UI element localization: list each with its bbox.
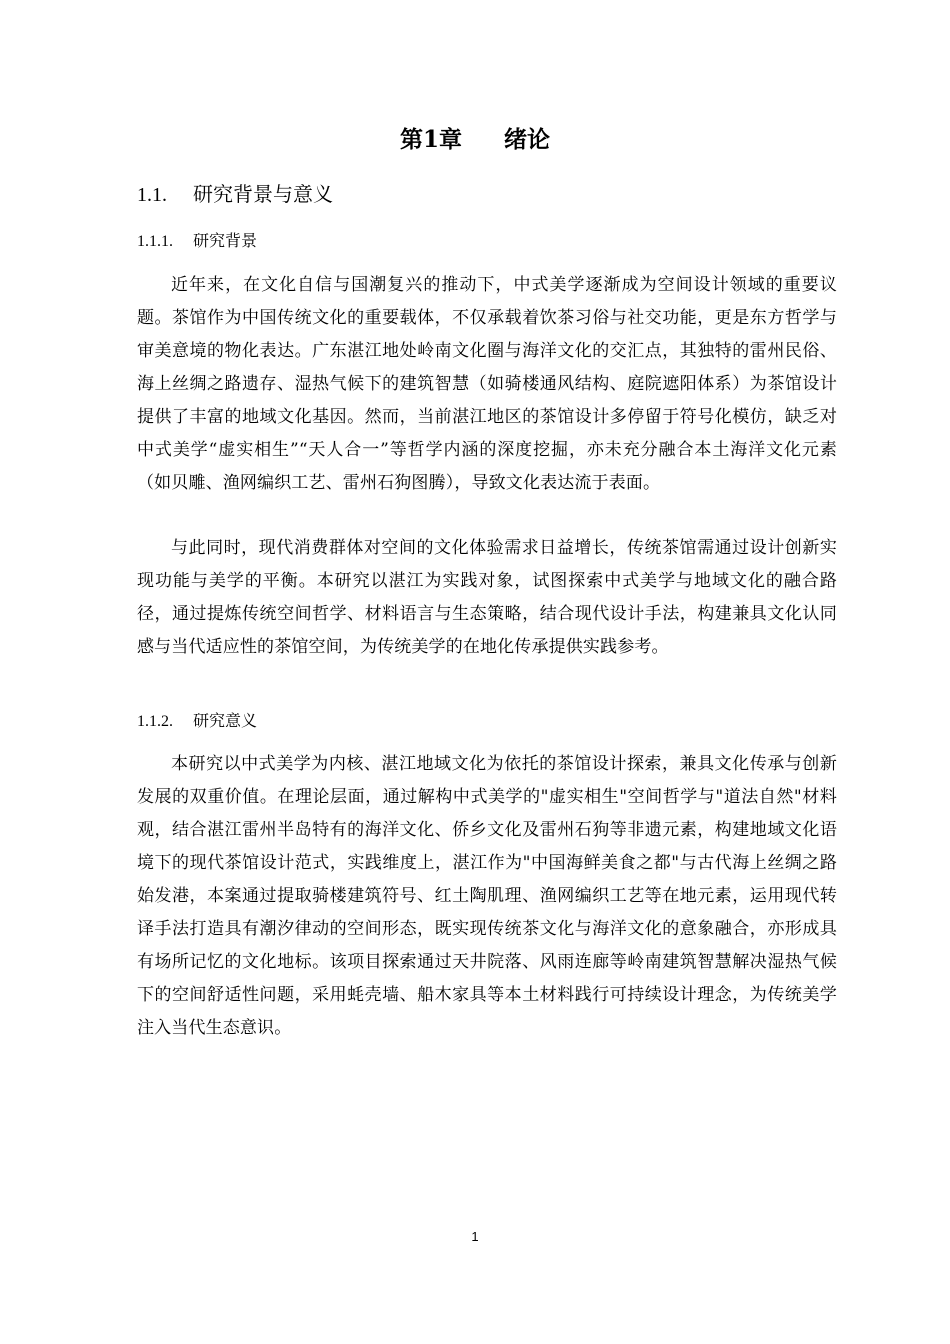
chapter-title [0, 118, 950, 162]
paragraph-background-2: 与此同时，现代消费群体对空间的文化体验需求日益增长，传统茶馆需通过设计创新实现功能与美学的平衡。本研究以湛江为实践对象，试图探索中式美学与地域文化的融合路径，通过提炼传统空间哲学、材料语言与生态策略，结合现代设计手法，构建兼具文化认同感与当代适应性的茶馆空间，为传统美学的在地化传承提供实践参考。 [137, 538, 837, 657]
chapter-name: 绪论 [504, 126, 550, 153]
paragraph-significance-1: 本研究以中式美学为内核、湛江地域文化为依托的茶馆设计探索，兼具文化传承与创新发展的双重价值。在理论层面，通过解构中式美学的"虚实相生"空间哲学与"道法自然"材料观，结合湛江雷州半岛特有的海洋文化、侨乡文化及雷州石狗等非遗元素，构建地域文化语境下的现代茶馆设计范式，实践维度上，湛江作为"中国海鲜美食之都"与古代海上丝绸之路始发港，本案通过提取骑楼建筑符号、红土陶肌理、渔网编织工艺等在地元素，运用现代转译手法打造具有潮汐律动的空间形态，既实现传统茶文化与海洋文化的意象融合，亦形成具有场所记忆的文化地标。该项目探索通过天井院落、风雨连廊等岭南建筑智慧解决湿热气候下的空间舒适性问题，采用蚝壳墙、船木家具等本土材料践行可持续设计理念，为传统美学注入当代生态意识。 [137, 754, 837, 1038]
subsection-title: 研究意义 [193, 711, 258, 730]
subsection-heading-significance [137, 706, 257, 737]
section-heading [137, 176, 333, 213]
subsection-title: 研究背景 [193, 231, 258, 250]
section-title: 研究背景与意义 [193, 182, 333, 206]
subsection-number: 1.1.1. [137, 233, 173, 250]
paragraph-background-1: 近年来，在文化自信与国潮复兴的推动下，中式美学逐渐成为空间设计领域的重要议题。茶馆作为中国传统文化的重要载体，不仅承载着饮茶习俗与社交功能，更是东方哲学与审美意境的物化表达。广东湛江地处岭南文化圈与海洋文化的交汇点，其独特的雷州民俗、海上丝绸之路遗存、湿热气候下的建筑智慧（如骑楼通风结构、庭院遮阳体系）为茶馆设计提供了丰富的地域文化基因。然而，当前湛江地区的茶馆设计多停留于符号化模仿，缺乏对中式美学“虚实相生”“天人合一”等哲学内涵的深度挖掘，亦未充分融合本土海洋文化元素（如贝雕、渔网编织工艺、雷州石狗图腾），导致文化表达流于表面。 [137, 275, 837, 493]
subsection-number: 1.1.2. [137, 713, 173, 730]
chapter-number: 第1章 [399, 126, 462, 153]
page-number: 1 [471, 1229, 479, 1244]
subsection-heading-background [137, 226, 257, 257]
section-number: 1.1. [137, 184, 167, 206]
